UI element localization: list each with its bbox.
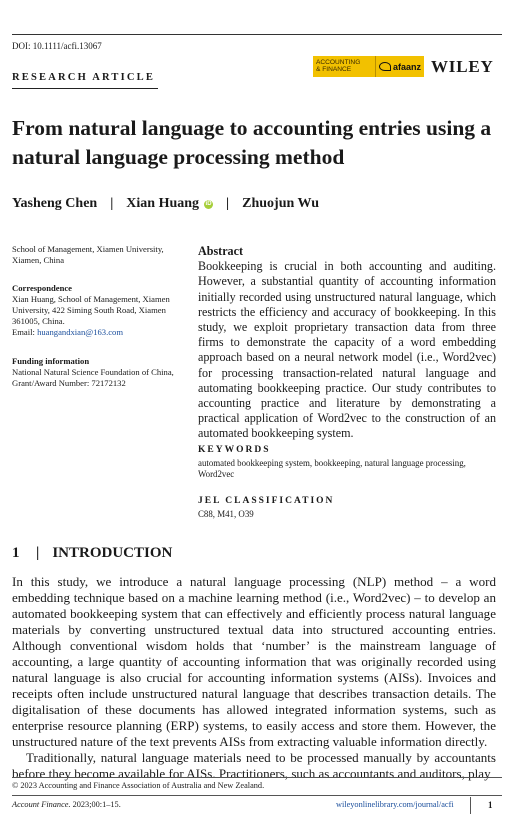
orcid-icon[interactable]: iD [205, 200, 212, 207]
author-name[interactable]: Yasheng Chen [12, 196, 98, 211]
paper-title: From natural language to accounting entries using a natural language processing method [12, 116, 492, 169]
accounting-finance-logo [313, 56, 375, 77]
jel-text: C88, M41, O39 [198, 509, 254, 519]
email-label: Email: [12, 327, 35, 337]
afaanz-label: afaanz [393, 61, 422, 72]
jel-heading: JEL CLASSIFICATION [198, 496, 335, 506]
section-number: 1 [12, 545, 20, 561]
journal-logo [313, 56, 424, 77]
section-title: INTRODUCTION [52, 545, 173, 561]
funding-heading: Funding information [12, 356, 90, 366]
abstract-heading: Abstract [198, 244, 244, 258]
section-separator: | [36, 545, 40, 561]
author-separator: | [226, 196, 230, 211]
affiliation: School of Management, Xiamen University, Xiamen, China [12, 244, 164, 265]
afaanz-logo [375, 56, 424, 77]
journal-volume: 2023;00:1–15. [70, 800, 121, 809]
author-name[interactable]: Xian Huang [126, 196, 200, 211]
header-rule [12, 34, 502, 35]
funding-block [12, 356, 188, 389]
correspondence-text: Xian Huang, School of Management, Xiamen University, 422 Siming South Road, Xiamen 361005, China. [12, 294, 170, 326]
article-type-underline [12, 88, 158, 89]
body-text [12, 574, 496, 782]
logo-line-1: ACCOUNTING [316, 59, 361, 66]
doi[interactable]: DOI: 10.1111/acfi.13067 [12, 41, 102, 51]
abstract [198, 244, 496, 442]
article-type: RESEARCH ARTICLE [12, 72, 156, 83]
page-divider [470, 797, 471, 814]
publisher-logo: WILEY [431, 57, 494, 76]
correspondence-heading: Correspondence [12, 283, 72, 293]
page-number: 1 [488, 800, 493, 810]
footer-rule [12, 777, 502, 778]
email-line [12, 327, 188, 338]
funding-text: National Natural Science Foundation of China, Grant/Award Number: 72172132 [12, 367, 174, 388]
author-list [12, 196, 319, 212]
copyright: © 2023 Accounting and Finance Association of Australia and New Zealand. [12, 781, 265, 790]
author-separator: | [110, 196, 114, 211]
afaanz-icon [379, 62, 391, 71]
author-name[interactable]: Zhuojun Wu [242, 196, 320, 211]
journal-url[interactable]: wileyonlinelibrary.com/journal/acfi [336, 800, 454, 809]
paragraph: In this study, we introduce a natural language processing (NLP) method – a word embedding technique based on a machine learning method (i.e., Word2vec) – to develop an automated bookkeeping system that can effectively and efficiently process natural language materials by converting unstructured textual data into structured accounting entries. Although conventional wisdom holds that ‘number’ is the mainstream language of accounting, a large quantity of accounting information that was originally recorded using natural language is also crucial for accounting information systems (AISs). Invoices and receipts often include unstructured natural language that describes transaction details. The digitalisation of these documents has allowed integrated information systems, such as enterprise resource planning (ERP) systems, to easily access and store them. However, the unstructured nature of the text prevents AISs from extracting valuable information directly. [12, 574, 496, 749]
footer-rule [12, 795, 502, 796]
journal-citation [12, 800, 121, 809]
keywords-heading: KEYWORDS [198, 445, 271, 455]
section-heading [12, 545, 172, 562]
email-link[interactable]: huangandxian@163.com [37, 327, 124, 337]
paragraph: Traditionally, natural language materials need to be processed manually by accountants before they become available for AISs. Practitioners, such as accountants and auditors, play [12, 750, 496, 781]
correspondence-block [12, 283, 188, 338]
abstract-text: Bookkeeping is crucial in both accounting and auditing. However, a substantial quantity of accounting information initially recorded using unstructured natural language, which restricts the efficiency and accuracy of bookkeeping. In this study, we exploit proprietary transaction data from three firms to demonstrate the capacity of a word embedding approach based on a neural network model (i.e., Word2vec) for processing transaction-related natural language and automating bookkeeping practice. Our study contributes to accounting practice and literature by demonstrating a practical application of Word2vec to the construction of an automated bookkeeping system. [198, 259, 496, 441]
journal-name: Account Finance. [12, 800, 71, 809]
logo-line-2: & FINANCE [316, 66, 352, 74]
keywords-text: automated bookkeeping system, bookkeeping, natural language processing, Word2vec [198, 458, 466, 480]
